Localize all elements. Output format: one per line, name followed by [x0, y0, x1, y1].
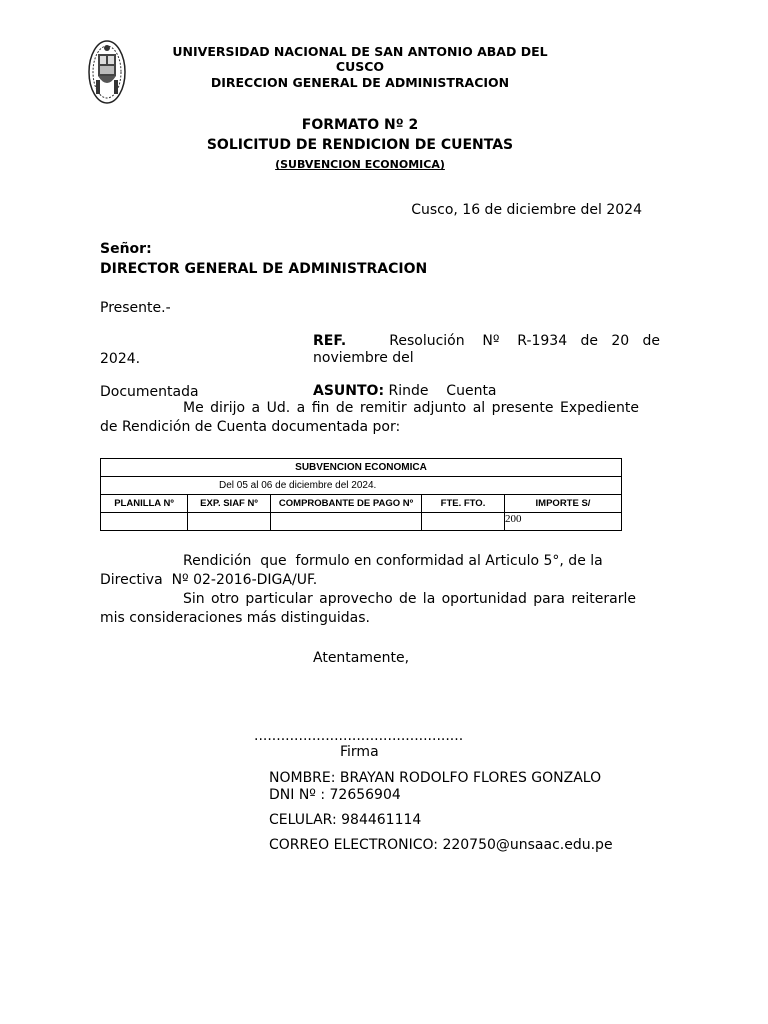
col-comprobante: COMPROBANTE DE PAGO Nº: [271, 495, 422, 513]
intro-line1: Me dirijo a Ud. a fin de remitir adjunto al presente Expediente: [183, 400, 639, 416]
cell-exp-siaf: [188, 513, 271, 531]
university-seal-icon: [88, 40, 126, 104]
university-name-line1: UNIVERSIDAD NACIONAL DE SAN ANTONIO ABAD DEL: [172, 44, 548, 59]
reference-year: 2024.: [100, 351, 141, 367]
col-exp-siaf: EXP. SIAF Nº: [188, 495, 271, 513]
table-title: SUBVENCION ECONOMICA: [101, 459, 622, 477]
table-period: Del 05 al 06 de diciembre del 2024.: [101, 477, 622, 495]
closing-line2b: mis consideraciones más distinguidas.: [100, 610, 370, 626]
reference-block: [313, 333, 660, 367]
signer-phone: CELULAR: 984461114: [269, 812, 422, 828]
cell-comprobante: [271, 513, 422, 531]
subtitle-wrap: [100, 156, 620, 172]
document-title: SOLICITUD DE RENDICION DE CUENTAS: [206, 137, 514, 153]
date-line: Cusco, 16 de diciembre del 2024: [411, 202, 642, 218]
col-importe: IMPORTE S/: [505, 495, 622, 513]
cell-importe: 200: [505, 513, 622, 531]
col-planilla: PLANILLA Nº: [101, 495, 188, 513]
subject-left-word: Documentada: [100, 384, 199, 400]
university-name-line2: CUSCO: [335, 59, 385, 74]
signer-dni: DNI Nº : 72656904: [269, 787, 401, 803]
salutation: Señor:: [100, 241, 152, 257]
reference-label: REF.: [313, 333, 347, 349]
closing-line2a: Sin otro particular aprovecho de la oportunidad para reiterarle: [183, 591, 636, 607]
closing-line1a: Rendición que formulo en conformidad al Articulo 5°, de la: [183, 553, 603, 569]
subsidy-table: [100, 458, 622, 531]
table-header-row: [101, 495, 622, 513]
format-title: FORMATO Nº 2: [301, 117, 419, 133]
subject-label: ASUNTO:: [313, 383, 385, 399]
department-name: DIRECCION GENERAL DE ADMINISTRACION: [210, 75, 510, 90]
table-row: [101, 513, 622, 531]
signer-name: NOMBRE: BRAYAN RODOLFO FLORES GONZALO: [269, 770, 602, 786]
cell-fte-fto: [422, 513, 505, 531]
col-fte-fto: FTE. FTO.: [422, 495, 505, 513]
addressee-title: DIRECTOR GENERAL DE ADMINISTRACION: [100, 261, 428, 277]
intro-line2: de Rendición de Cuenta documentada por:: [100, 419, 401, 435]
signer-email: CORREO ELECTRONICO: 220750@unsaac.edu.pe: [269, 837, 613, 853]
presente: Presente.-: [100, 300, 171, 316]
reference-text-line1: Resolución Nº R-1934 de 20 de: [389, 333, 660, 349]
cell-planilla: [101, 513, 188, 531]
regards: Atentamente,: [313, 650, 410, 666]
signature-line: ...............................................: [254, 728, 464, 744]
subject-block: [313, 383, 497, 399]
document-subtitle: (SUBVENCION ECONOMICA): [275, 158, 445, 171]
signature-label: Firma: [340, 744, 379, 760]
closing-line1b: Directiva Nº 02-2016-DIGA/UF.: [100, 572, 318, 588]
reference-text-line2: noviembre del: [313, 350, 414, 366]
subject-text: Rinde Cuenta: [388, 383, 497, 399]
